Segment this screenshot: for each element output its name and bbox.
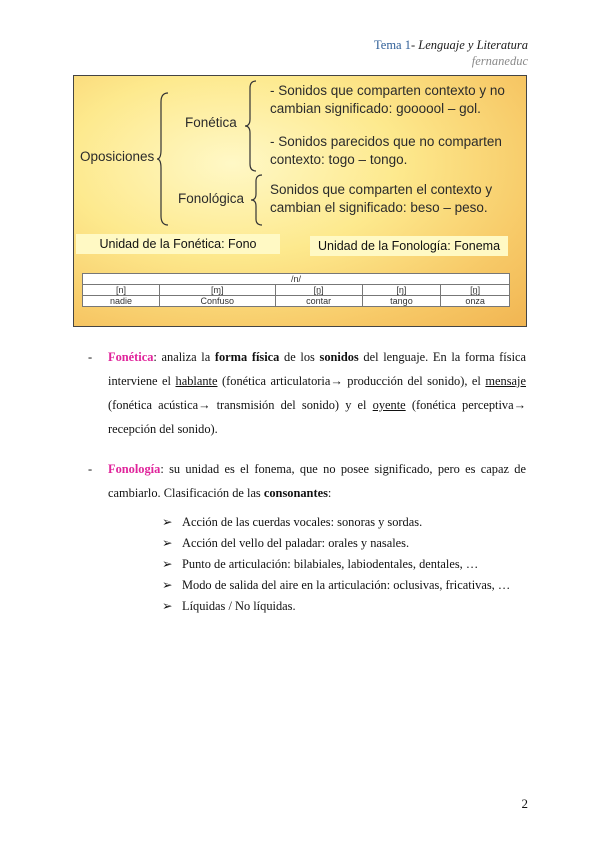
bold-run: sonidos	[319, 350, 359, 364]
phone-cell: [ɱ]	[160, 285, 276, 296]
fonetica-term: Fonética	[108, 350, 154, 364]
arrow-bullet-icon: ➢	[162, 557, 173, 571]
text-run: del lenguaje. En la forma física interviene el	[108, 350, 527, 388]
text-run: : su unidad es el fonema, que no posee significado, pero es capaz de cambiarlo. Clasificación de las	[108, 462, 526, 500]
text-run: : analiza la	[153, 350, 215, 364]
fonetica-item-2-line-1: - Sonidos parecidos que no comparten	[270, 134, 502, 149]
list-item-text: Acción del vello del paladar: orales y nasales.	[182, 536, 410, 550]
list-item	[162, 575, 526, 596]
header-subject: - Lenguaje y Literatura	[410, 38, 528, 52]
fonologica-item-line-1: Sonidos que comparten el contexto y	[270, 182, 493, 197]
word-cell: Confuso	[160, 296, 276, 307]
text-run: (fonética articulatoria→ producción del sonido), el	[217, 374, 486, 388]
allophone-table	[82, 273, 510, 307]
fonetica-item-1-line-1: - Sonidos que comparten contexto y no	[270, 83, 505, 98]
arrow-bullet-icon: ➢	[162, 599, 173, 613]
word-cell: contar	[275, 296, 362, 307]
fonologica-item-line-2: cambian el significado: beso – peso.	[270, 200, 488, 215]
list-item	[162, 596, 526, 617]
brace-fonologica	[250, 174, 264, 226]
consonant-classification-list	[162, 512, 526, 617]
fonologia-paragraph-text	[90, 457, 526, 505]
fonetica-item-2	[270, 133, 502, 169]
fonetica-item-1-line-2: cambian significado: goooool – gol.	[270, 101, 481, 116]
underlined-run: hablante	[175, 374, 218, 388]
arrow-bullet-icon: ➢	[162, 536, 173, 550]
bullet-dash: -	[88, 350, 93, 364]
underlined-run: mensaje	[485, 374, 526, 388]
brace-fonetica	[244, 80, 258, 172]
page-header	[374, 37, 528, 69]
word-cell: nadie	[83, 296, 160, 307]
phoneme-header: /n/	[83, 274, 510, 285]
list-item-text: Modo de salida del aire en la articulación: oclusivas, fricativas, …	[182, 578, 511, 592]
underlined-run: oyente	[372, 398, 406, 412]
label-oposiciones: Oposiciones	[80, 149, 155, 164]
word-cell: tango	[362, 296, 441, 307]
brace-oposiciones	[156, 92, 170, 226]
unidad-fonetica-label: Unidad de la Fonética: Fono	[76, 234, 280, 254]
header-tema: Tema 1	[374, 38, 411, 52]
phone-cell: [n]	[83, 285, 160, 296]
fonetica-paragraph-text	[90, 345, 526, 441]
bullet-dash: -	[88, 462, 93, 476]
phone-cell: [n̪]	[441, 285, 510, 296]
label-fonologica: Fonológica	[178, 191, 245, 206]
list-item-text: Acción de las cuerdas vocales: sonoras y sordas.	[182, 515, 423, 529]
list-item	[162, 554, 526, 575]
fonetica-item-2-line-2: contexto: togo – tongo.	[270, 152, 408, 167]
fonologica-item	[270, 181, 492, 217]
phone-cell: [n̪]	[275, 285, 362, 296]
unidad-fonologia-label: Unidad de la Fonología: Fonema	[310, 236, 508, 256]
label-fonetica: Fonética	[185, 115, 237, 130]
oposiciones-figure	[73, 75, 527, 327]
fonologia-term: Fonología	[108, 462, 161, 476]
phone-cell: [ŋ]	[362, 285, 441, 296]
header-author: fernaneduc	[471, 54, 528, 68]
text-run: (fonética acústica→ transmisión del sonido) y el	[108, 398, 373, 412]
bold-run: consonantes	[263, 486, 328, 500]
text-run: de los	[279, 350, 320, 364]
fonetica-item-1	[270, 82, 505, 118]
arrow-bullet-icon: ➢	[162, 515, 173, 529]
list-item	[162, 512, 526, 533]
text-run: (fonética perceptiva→ recepción del sonido).	[108, 398, 526, 436]
list-item	[162, 533, 526, 554]
fonologia-paragraph	[90, 457, 526, 505]
arrow-bullet-icon: ➢	[162, 578, 173, 592]
bold-run: forma física	[214, 350, 280, 364]
list-item-text: Líquidas / No líquidas.	[182, 599, 296, 613]
fonetica-paragraph	[90, 345, 526, 441]
text-run: :	[327, 486, 332, 500]
page-number: 2	[521, 796, 528, 811]
word-cell: onza	[441, 296, 510, 307]
list-item-text: Punto de articulación: bilabiales, labiodentales, dentales, …	[182, 557, 479, 571]
